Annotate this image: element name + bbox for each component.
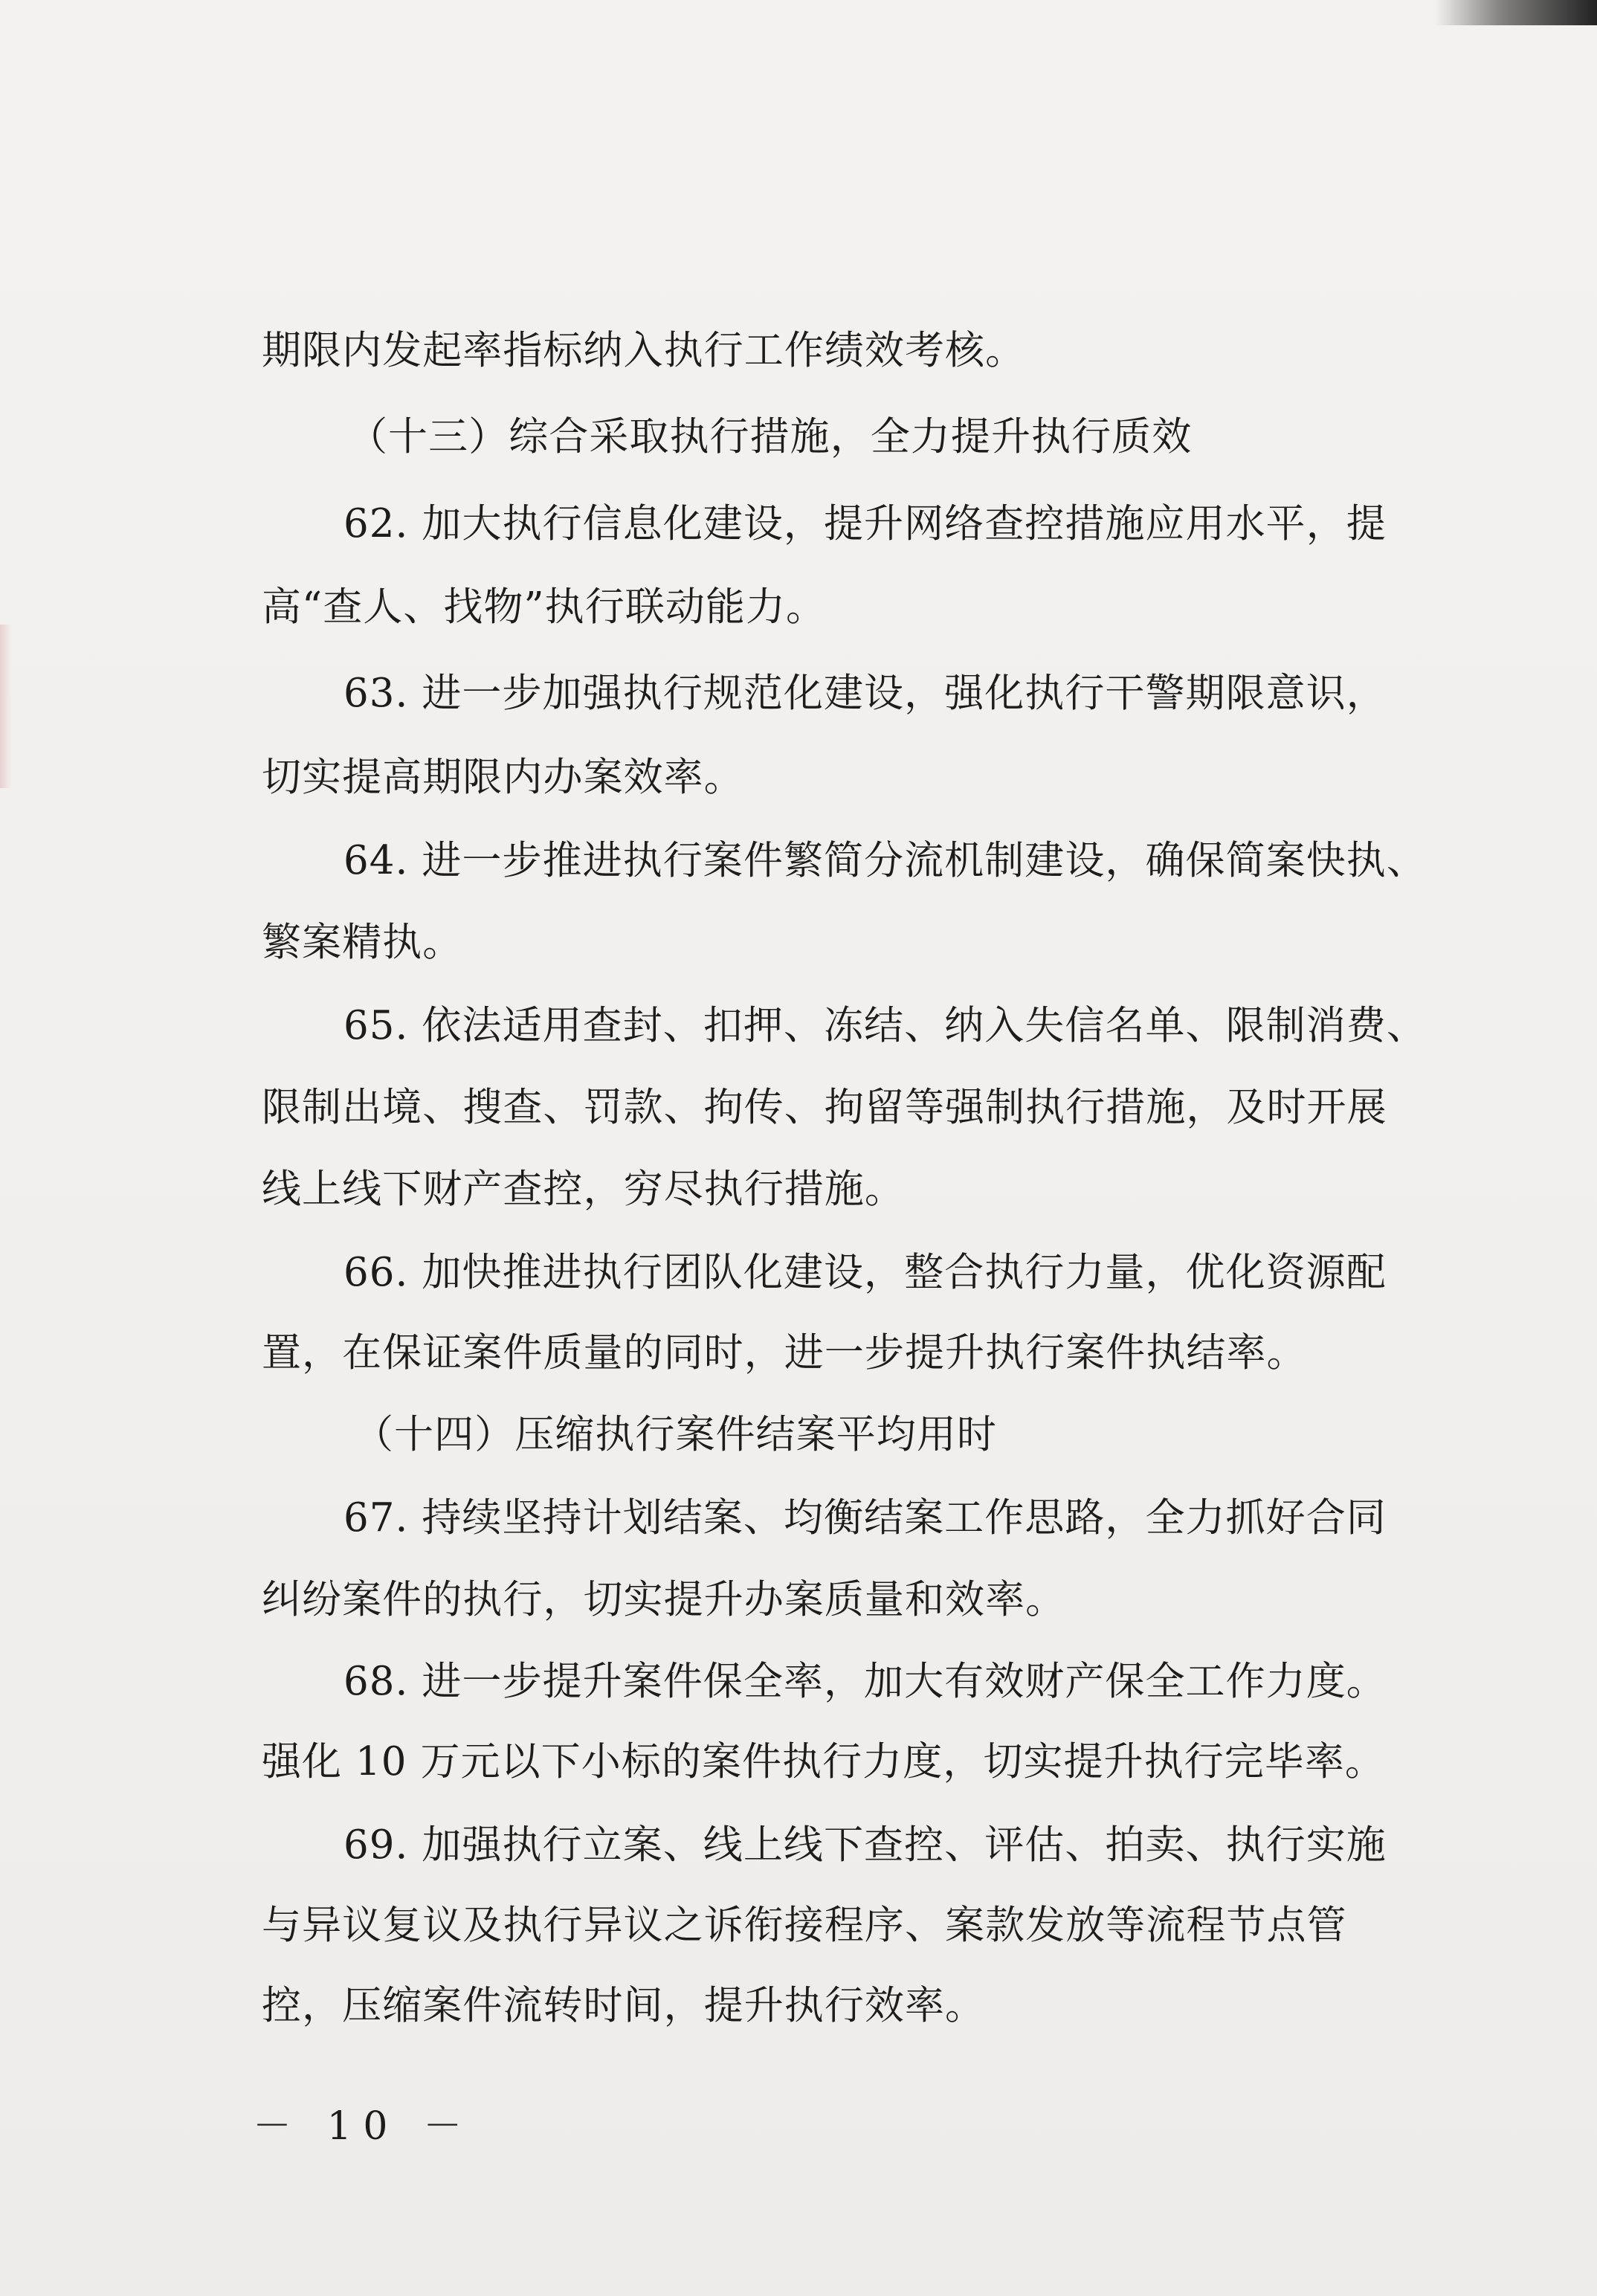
text-line: 65. 依法适用查封、扣押、冻结、纳入失信名单、限制消费、 bbox=[343, 1003, 1427, 1048]
text-line: 69. 加强执行立案、线上线下查控、评估、拍卖、执行实施 bbox=[343, 1822, 1387, 1868]
text-line: 期限内发起率指标纳入执行工作绩效考核。 bbox=[262, 328, 1026, 373]
text-line: 67. 持续坚持计划结案、均衡结案工作思路，全力抓好合同 bbox=[343, 1495, 1387, 1541]
text-line: 高“查人、找物”执行联动能力。 bbox=[262, 584, 827, 630]
text-line: 纠纷案件的执行，切实提升办案质量和效率。 bbox=[262, 1577, 1066, 1622]
text-line: 66. 加快推进执行团队化建设，整合执行力量，优化资源配 bbox=[343, 1250, 1387, 1295]
section-heading: （十四）压缩执行案件结案平均用时 bbox=[354, 1412, 997, 1457]
text-line: 64. 进一步推进执行案件繁简分流机制建设，确保简案快执、 bbox=[343, 838, 1427, 883]
text-line: 强化 10 万元以下小标的案件执行力度，切实提升执行完毕率。 bbox=[262, 1739, 1385, 1784]
text-line: 与异议复议及执行异议之诉衔接程序、案款发放等流程节点管 bbox=[262, 1903, 1347, 1948]
scan-edge-shadow bbox=[1435, 0, 1597, 25]
text-line: 置，在保证案件质量的同时，进一步提升执行案件执结率。 bbox=[262, 1330, 1307, 1376]
text-line: 线上线下财产查控，穷尽执行措施。 bbox=[262, 1167, 905, 1212]
text-line: 62. 加大执行信息化建设，提升网络查控措施应用水平，提 bbox=[343, 501, 1387, 546]
text-line: 限制出境、搜查、罚款、拘传、拘留等强制执行措施，及时开展 bbox=[262, 1085, 1387, 1130]
text-line: 控，压缩案件流转时间，提升执行效率。 bbox=[262, 1983, 986, 2028]
text-line: 68. 进一步提升案件保全率，加大有效财产保全工作力度。 bbox=[343, 1659, 1387, 1704]
text-line: 切实提高期限内办案效率。 bbox=[262, 755, 744, 800]
text-line: 63. 进一步加强执行规范化建设，强化执行干警期限意识， bbox=[343, 671, 1387, 716]
page-number: － 10 － bbox=[253, 2104, 474, 2149]
section-heading: （十三）综合采取执行措施，全力提升执行质效 bbox=[348, 414, 1193, 459]
text-line: 繁案精执。 bbox=[262, 920, 463, 965]
